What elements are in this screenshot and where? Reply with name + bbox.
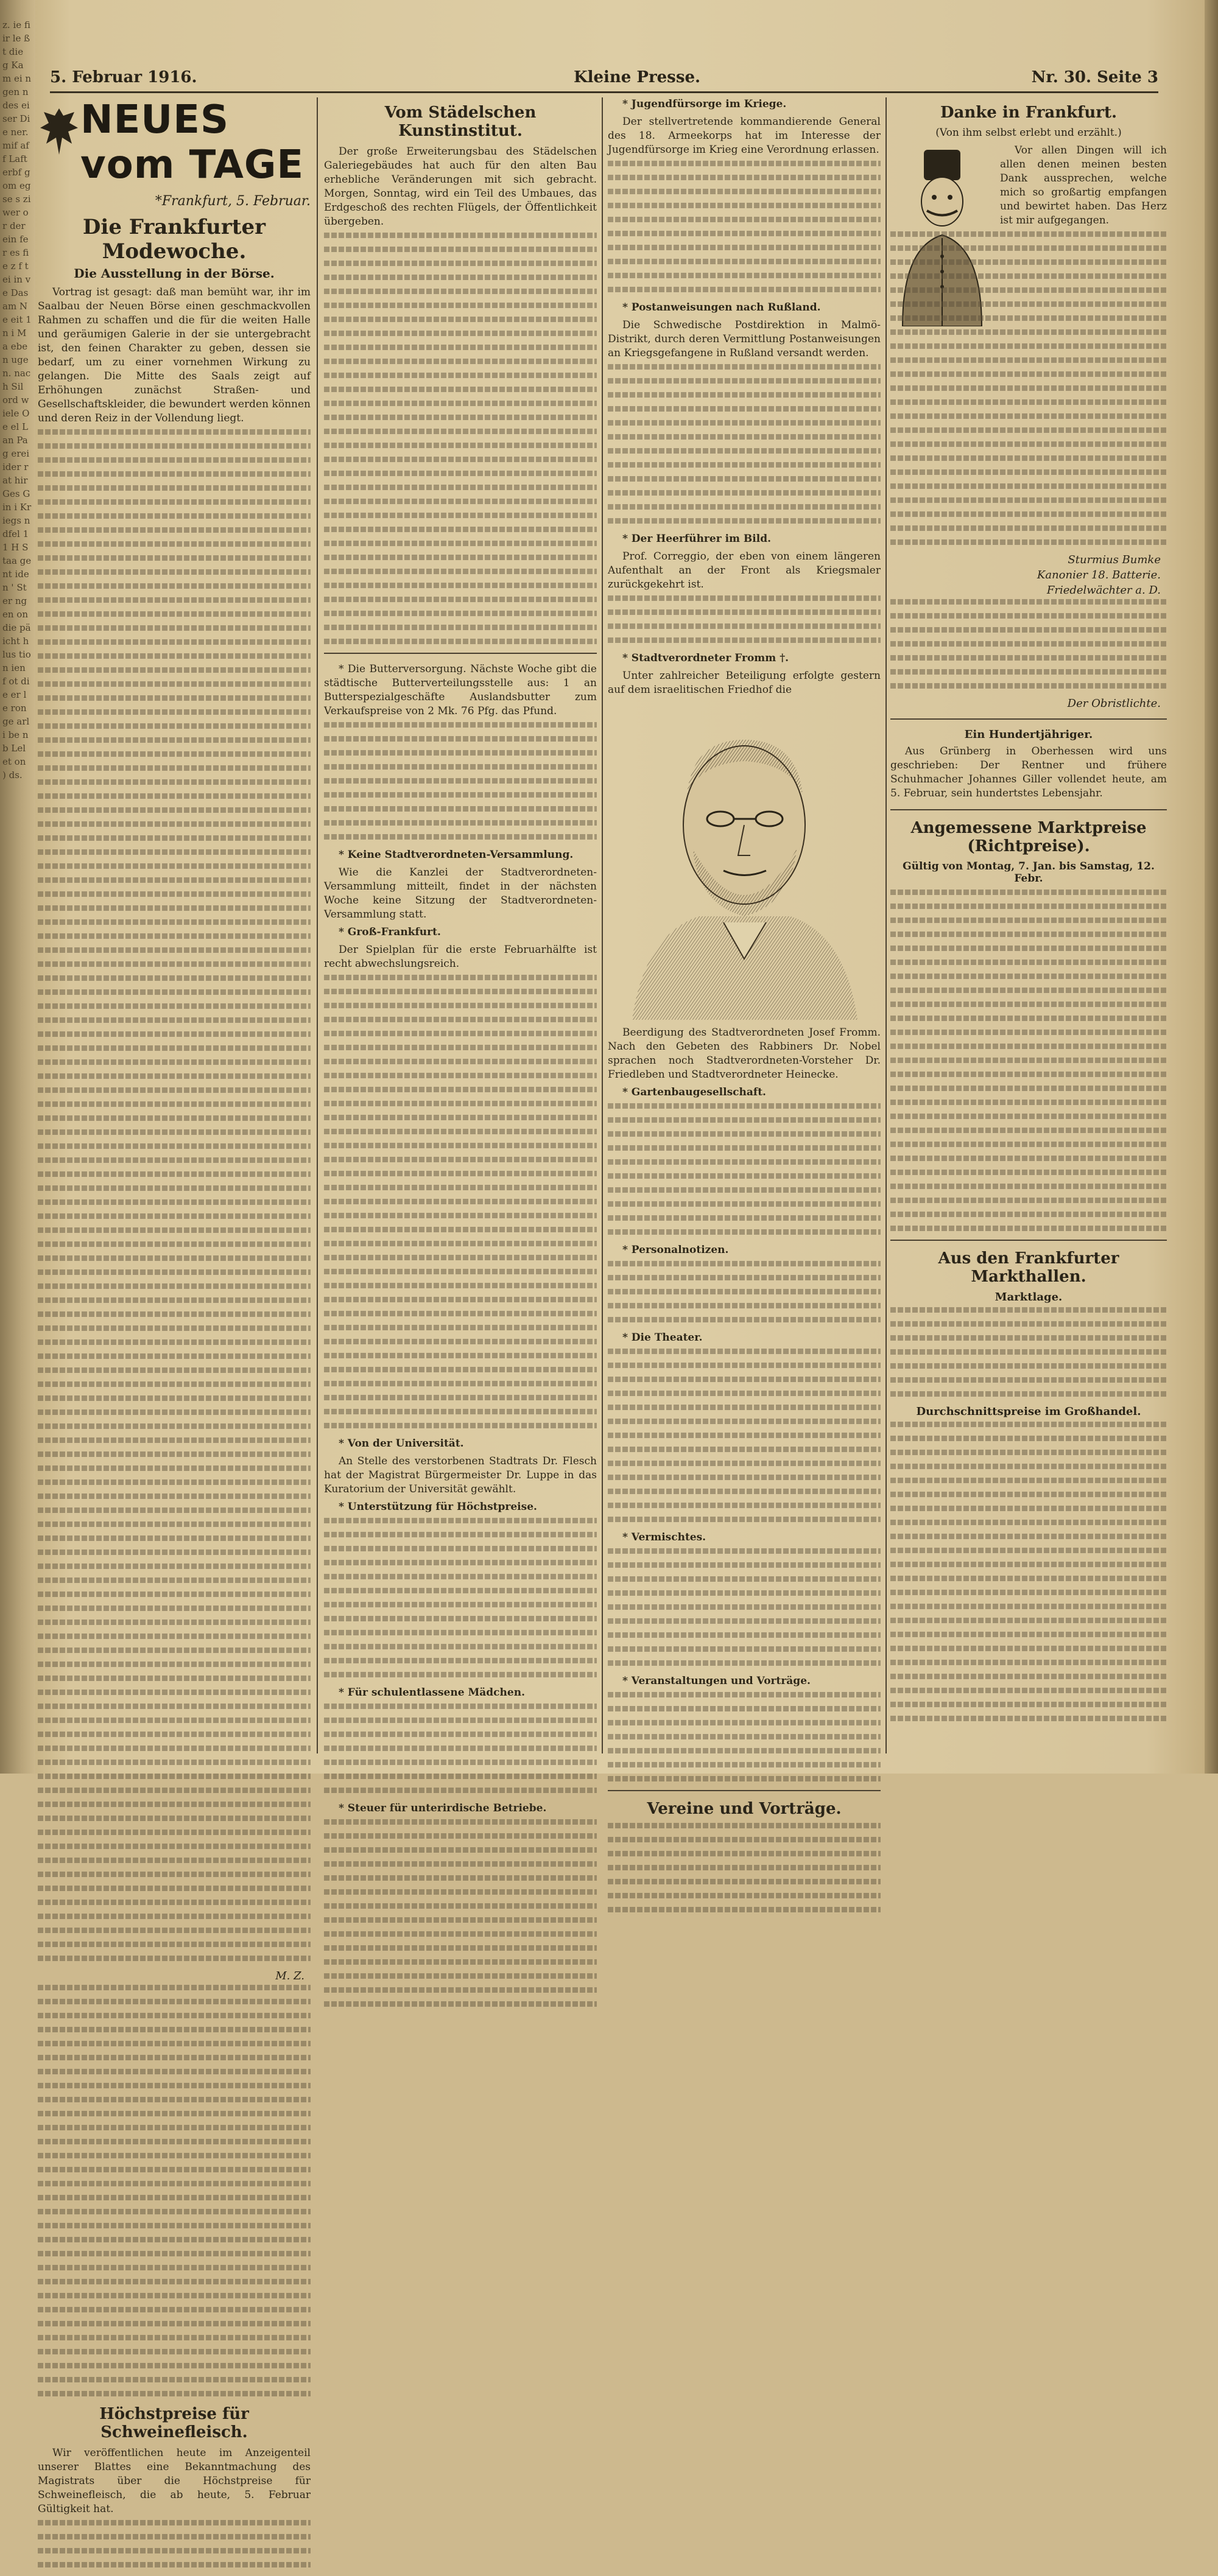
portrait-illustration (608, 703, 881, 1020)
article-heading: * Jugendfürsorge im Kriege. (622, 98, 787, 110)
article-body-lines (608, 1103, 881, 1235)
article-body-lines (608, 161, 881, 292)
article-subtitle: Durchschnittspreise im Großhandel. (916, 1405, 1141, 1418)
article-body-lines (324, 233, 597, 644)
article-body-lines (608, 364, 881, 524)
signature-role: Kanonier 18. Batterie. (1037, 569, 1161, 581)
adjacent-page-fragments: z. ie fi ir le ßt die g Kam ei ngen ndes eiser Die ner. mif aff Laft erbf gom eg se s zi wer or der ein fer es fie z f tei in ve Das am Ne eit 1 n i Ma eben ugen. nach Sil ord wiele Oe el Lan Pag erei ider rat hir Ges Gin i Kriegs ndfel 11 H Staa gent iden ' Ster ngen on die pä icht hlus tion ien f ot die er le ron ge arli be nb Lel et on ) ds. (2, 19, 32, 781)
article-subtitle: Marktlage. (994, 1291, 1063, 1304)
column-rule (317, 97, 318, 1753)
adjacent-page-binding (0, 0, 35, 1774)
article-text: Die Schwedische Postdirektion in Malmö-Distrikt, durch deren Vermittlung Postanweisungen an Kriegsgefangene in Rußland versandt werden. (608, 319, 881, 359)
article-body-lines (608, 595, 881, 643)
article-subtitle: Die Ausstellung in der Börse. (74, 266, 275, 281)
masthead-title: NEUES vom TAGE (80, 97, 304, 188)
article-body-lines (608, 1823, 881, 1912)
article-body-lines (324, 722, 597, 840)
article-body-lines (890, 231, 1167, 545)
article-heading: * Von der Universität. (339, 1437, 464, 1450)
signature-name: Sturmius Bumke (1068, 553, 1161, 566)
article-heading: * Veranstaltungen und Vorträge. (622, 1675, 811, 1687)
article-text: Der stellvertretende kommandierende General des 18. Armeekorps hat im Interesse der Jugendfürsorge im Krieg eine Verordnung erlassen. (608, 116, 881, 156)
article-body-lines (38, 2520, 311, 2567)
article-title: Ein Hundertjähriger. (964, 728, 1093, 741)
column-1 (38, 97, 311, 2576)
article-text: Vortrag ist gesagt: daß man bemüht war, ihr im Saalbau der Neuen Börse einen geschmackvollen Rahmen zu schaffen und die für die weiten Halle und geräumigen Galerie in der sie untergebracht ist, den feinen Charakter zu geben, dessen sie bedarf, um zu einer vornehmen Wirkung zu gelangen. Die Mitte des Saals zeigt auf Erhöhungen zunächst Straßen- und Gesellschaftskleider, die bewundert werden können und deren Reiz in der Vollendung liegt. (38, 286, 311, 424)
article-title: Angemessene Marktpreise (Richtpreise). (910, 819, 1147, 855)
eagle-icon (38, 104, 80, 158)
header-rule (50, 91, 1158, 93)
column-2 (324, 97, 597, 2015)
signature: Der Obristlichte. (1067, 697, 1161, 710)
column-rule (885, 97, 887, 1753)
section-rule (890, 718, 1167, 720)
article-body-lines (890, 599, 1167, 689)
price-list-lines (890, 890, 1167, 1231)
column-4 (890, 97, 1167, 1730)
article-body-lines (608, 1548, 881, 1666)
article-body-lines (324, 1704, 597, 1793)
article-heading: * Unterstützung für Höchstpreise. (339, 1501, 537, 1513)
article-heading: * Steuer für unterirdische Betriebe. (339, 1802, 547, 1814)
section-rule (324, 653, 597, 654)
article-body-lines (324, 1819, 597, 2007)
article-subtitle: Gültig von Montag, 7. Jan. bis Samstag, 12. Febr. (903, 860, 1155, 885)
dateline: *Frankfurt, 5. Februar. (155, 194, 311, 209)
article-text: Unter zahlreicher Beteiligung erfolgte gestern auf dem israelitischen Friedhof die (608, 670, 881, 696)
article-body-lines (324, 975, 597, 1428)
article-heading: * Die Theater. (622, 1332, 703, 1344)
article-text: An Stelle des verstorbenen Stadtrats Dr. Flesch hat der Magistrat Bürgermeister Dr. Luppe in das Kuratorium der Universität gewählt. (324, 1455, 597, 1495)
article-body-lines (38, 1985, 311, 2396)
article-heading: * Personalnotizen. (622, 1244, 729, 1256)
article-text: Aus Grünberg in Oberhessen wird uns geschrieben: Der Rentner und frühere Schuhmacher Johannes Giller vollendet heute, am 5. Februar, sein hundertstes Lebensjahr. (890, 745, 1167, 799)
article-heading: * Groß-Frankfurt. (339, 926, 441, 938)
article-title: Die Frankfurter Modewoche. (82, 215, 266, 264)
header-paper-name: Kleine Presse. (574, 68, 701, 86)
article-body-lines (890, 1307, 1167, 1397)
article-text: Prof. Correggio, der eben von einem längeren Aufenthalt an der Front als Kriegsmaler zurückgekehrt ist. (608, 550, 881, 591)
article-text: Wir veröffentlichen heute im Anzeigenteil unserer Blattes eine Bekanntmachung des Magistrats über die Höchstpreise für Schweinefleisch, die ab heute, 5. Februar Gültigkeit hat. (38, 2447, 311, 2515)
article-heading: * Postanweisungen nach Rußland. (622, 301, 821, 314)
article-body-lines (38, 429, 311, 1961)
article-text: Wie die Kanzlei der Stadtverordneten-Versammlung mitteilt, findet in der nächsten Woche keine Sitzung der Stadtverordneten-Versammlung statt. (324, 866, 597, 921)
header-date: 5. Februar 1916. (50, 68, 197, 86)
price-list-lines (890, 1422, 1167, 1721)
page-edge (1205, 0, 1218, 1774)
article-heading: * Vermischtes. (622, 1531, 706, 1543)
article-heading: * Stadtverordneter Fromm †. (622, 652, 789, 664)
article-signature: M. Z. (275, 1970, 304, 1982)
article-text: * Die Butterversorgung. Nächste Woche gibt die städtische Butterverteilungsstelle aus: 1 an Butterspezialgeschäfte Auslandsbutter zum Verkaufspreise von 2 Mk. 76 Pfg. das Pfund. (324, 663, 597, 717)
page-header (50, 68, 1158, 93)
section-rule (608, 1790, 881, 1791)
article-heading: * Für schulentlassene Mädchen. (339, 1686, 525, 1699)
article-body-lines (608, 1261, 881, 1322)
article-text: Vor allen Dingen will ich allen denen meinen besten Dank aussprechen, welche mich so großartig empfangen und bewirtet haben. Das Herz ist mir aufgegangen. (1000, 144, 1167, 226)
article-title: Vereine und Vorträge. (647, 1800, 842, 1818)
article-title: Danke in Frankfurt. (940, 104, 1118, 122)
column-rule (602, 97, 603, 1753)
portrait-caption: Beerdigung des Stadtverordneten Josef Fromm. Nach den Gebeten des Rabbiners Dr. Nobel sprachen noch Stadtverordneten-Vorsteher Dr. Friedleben und Stadtverordneter Heinecke. (608, 1027, 881, 1081)
article-title: Höchstpreise für Schweinefleisch. (99, 2405, 249, 2441)
section-rule (890, 809, 1167, 810)
article-heading: * Gartenbaugesellschaft. (622, 1086, 766, 1098)
article-text: Der große Erweiterungsbau des Städelschen Galeriegebäudes hat auch für den alten Bau erhebliche Veränderungen mit sich gebracht. Morgen, Sonntag, wird ein Teil des Umbaues, das Erdgeschoß des rechten Flügels, der Öffentlichkeit übergeben. (324, 146, 597, 228)
signature-role: Friedelwächter a. D. (1046, 584, 1161, 597)
header-page-number: Nr. 30. Seite 3 (1031, 68, 1158, 86)
article-heading: * Der Heerführer im Bild. (622, 533, 772, 545)
section-rule (890, 1240, 1167, 1241)
masthead (38, 97, 311, 189)
article-body-lines (324, 1518, 597, 1677)
article-body-lines (608, 1349, 881, 1522)
column-3 (608, 97, 881, 1921)
article-subtitle: (Von ihm selbst erlebt und erzählt.) (935, 127, 1122, 139)
article-body-lines (608, 1692, 881, 1781)
article-text: Der Spielplan für die erste Februarhälfte ist recht abwechslungsreich. (324, 944, 597, 970)
article-title: Vom Städelschen Kunstinstitut. (384, 104, 537, 140)
article-heading: * Keine Stadtverordneten-Versammlung. (339, 849, 574, 861)
article-title: Aus den Frankfurter Markthallen. (938, 1249, 1119, 1286)
